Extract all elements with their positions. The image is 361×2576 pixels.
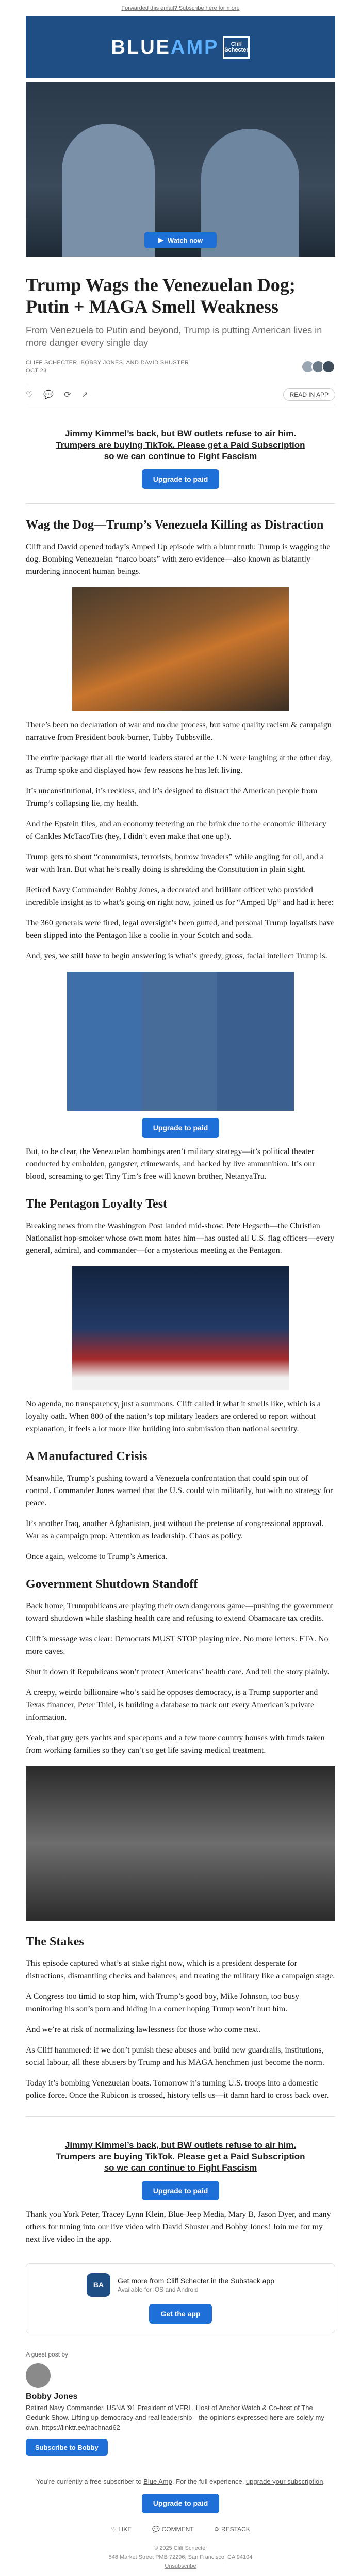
paragraph: A creepy, weirdo billionaire who’s said he opposes democracy, is a Trump supporter and Texas financer, Peter Thiel, is building a database to track out every American’s private information. <box>26 1688 318 1722</box>
paragraph: Back home, Trumpublicans are playing their own dangerous game—pushing the government toward shutdown while slashing health care and refusing to extend Obamacare tax credits. <box>26 1601 333 1623</box>
heart-icon: ♡ <box>111 2526 119 2533</box>
share-icon[interactable]: ↗ <box>81 389 89 400</box>
guest-bio: Retired Navy Commander, USNA '91 President of VFRL. Host of Anchor Watch & Co-host of The Gedunk Show. Lifting up democracy and real leadership—the opinions expressed here are solely my own. https://linktr.ee/nachnad62 <box>26 2404 324 2431</box>
forward-notice <box>0 0 361 16</box>
section-heading: The Pentagon Loyalty Test <box>26 1197 168 1211</box>
upgrade-to-paid-button[interactable]: Upgrade to paid <box>142 1118 220 1138</box>
app-card-title: Get more from Cliff Schecter in the Substack app <box>118 2277 274 2285</box>
read-in-app-button[interactable]: READ IN APP <box>283 388 335 401</box>
paragraph: It’s unconstitutional, it’s reckless, and it’s designed to distract the American people from Trump’s collapsing lie, my health. <box>26 786 318 808</box>
blue-amp-logo <box>111 36 250 59</box>
paragraph: And, yes, we still have to begin answering is what’s greedy, gross, facial intellect Trump is. <box>26 951 327 960</box>
upgrade-to-paid-button[interactable]: Upgrade to paid <box>142 2181 220 2200</box>
heart-icon[interactable]: ♡ <box>26 389 34 400</box>
paragraph: The 360 generals were fired, legal oversight’s been gutted, and personal Trump loyalists have been slipped into the Pentagon like a coolie in your Scotch and soda. <box>26 918 335 940</box>
video-thumbnail[interactable] <box>26 82 335 257</box>
paragraph: Today it’s bombing Venezuelan boats. Tomorrow it’s turning U.S. troops into a domestic police force. Once the Rubicon is crossed, history tells us—it damn hard to cross back over. <box>26 2078 329 2100</box>
fire-photo <box>72 587 289 711</box>
copyright: © 2025 Cliff Schecter <box>154 2545 207 2552</box>
section-heading: A Manufactured Crisis <box>26 1449 147 1463</box>
section-heading: Government Shutdown Standoff <box>26 1577 198 1591</box>
comment-button[interactable]: 💬 COMMENT <box>152 2526 194 2533</box>
promo-line[interactable]: Trumpers are buying TikTok. Please get a Paid Subscription <box>56 439 305 450</box>
logo-box: Cliff Schecter <box>223 36 250 59</box>
post-title[interactable]: Trump Wags the Venezuelan Dog; Putin + MAGA Smell Weakness <box>26 275 296 317</box>
paragraph: Yeah, that guy gets yachts and spaceports and a few more country houses with funds taken from working families so they can’t so get life saving medical treatment. <box>26 1733 325 1755</box>
guest-avatar <box>26 2363 51 2388</box>
post-date: OCT 23 <box>26 368 47 375</box>
author-names[interactable]: CLIFF SCHECTER, BOBBY JONES, AND DAVID SHUSTER <box>26 359 189 366</box>
paragraph: Cliff and David opened today’s Amped Up episode with a blunt truth: Trump is wagging the dog. Bombing Venezuelan “narco boats” with zero evidence—also known as blatantly murdering innocent human beings. <box>26 542 331 576</box>
unsubscribe-link[interactable]: Unsubscribe <box>165 2563 196 2570</box>
guest-label: A guest post by <box>26 2351 69 2359</box>
avatar[interactable] <box>322 360 335 374</box>
paragraph: Breaking news from the Washington Post landed mid-show: Pete Hegseth—the Christian Nationalist hop-smoker whose own mom hates him—has ousted all U.S. flag officers—every general, admiral, and commander—for a mysterious meeting at the Pentagon. <box>26 1221 335 1255</box>
paragraph: And the Epstein files, and an economy teetering on the brink due to the economic illiteracy of Cankles McTacoTits (hey, I didn’t even make that one up!). <box>26 819 326 841</box>
email-body <box>26 16 335 2576</box>
like-button[interactable]: ♡ LIKE <box>111 2526 132 2533</box>
upgrade-subscription-link[interactable]: upgrade your subscription <box>245 2477 323 2485</box>
paragraph: Meanwhile, Trump’s pushing toward a Venezuela confrontation that could spin out of control. Commander Jones warned that the U.S. could win militarily, but with no strategy for peace. <box>26 1473 333 1507</box>
watch-now-button[interactable]: ▶ Watch now <box>144 232 217 248</box>
paragraph: There’s been no declaration of war and no due process, but some quality racism & campaign narrative from President book-burner, Tubby Tubbsville. <box>26 720 332 742</box>
promo-line[interactable]: Trumpers are buying TikTok. Please get a Paid Subscription <box>56 2151 305 2161</box>
paragraph: Shut it down if Republicans won’t protect Americans’ health care. And tell the story plainly. <box>26 1667 330 1676</box>
restack-button[interactable]: ⟳ RESTACK <box>214 2526 250 2533</box>
footer-legal <box>26 2544 335 2571</box>
paragraph: No agenda, no transparency, just a summons. Cliff called it what it smells like, which is a loyalty oath. When 800 of the nation’s top military leaders are ordered to report without explanation, it feels a lot more like building into submission than national security. <box>26 1399 321 1433</box>
section-heading: The Stakes <box>26 1935 84 1948</box>
hosts-photo <box>67 972 294 1111</box>
app-promo-card <box>26 2263 335 2333</box>
paragraph: Retired Navy Commander Bobby Jones, a decorated and brilliant officer who provided incredible insight as to what’s going on right now, joined us for “Amped Up” and had it here: <box>26 885 334 907</box>
author-avatars <box>304 360 335 374</box>
divider <box>26 2116 335 2117</box>
byline-meta <box>26 359 189 376</box>
restack-icon[interactable]: ⟳ <box>64 389 71 400</box>
address: 548 Market Street PMB 72296, San Francisco, CA 94104 <box>108 2554 253 2561</box>
subscriber-note: You’re currently a free subscriber to Blue Amp. For the full experience, upgrade your subscription. <box>36 2477 325 2485</box>
blue-amp-link[interactable]: Blue Amp <box>143 2477 172 2485</box>
divider <box>26 503 335 504</box>
app-card-sub: Available for iOS and Android <box>118 2286 199 2294</box>
subscribe-here-link[interactable]: Forwarded this email? Subscribe here for more <box>121 5 240 11</box>
paragraph: Once again, welcome to Trump’s America. <box>26 1552 168 1561</box>
promo-line[interactable]: so we can continue to Fight Fascism <box>104 451 257 461</box>
section-heading: Wag the Dog—Trump’s Venezuela Killing as Distraction <box>26 518 324 532</box>
paragraph: And we’re at risk of normalizing lawlessness for those who come next. <box>26 2025 260 2034</box>
upgrade-to-paid-button[interactable]: Upgrade to paid <box>142 2494 220 2513</box>
paragraph: Trump gets to shout “communists, terrorists, borrow invaders” while angling for oil, and a war with Iran. But what he’s really doing is shredding the Constitution in plain sight. <box>26 852 324 874</box>
logo-wordmark: BLUEAMP <box>111 36 219 58</box>
play-icon: ▶ <box>158 236 163 244</box>
promo-line[interactable]: so we can continue to Fight Fascism <box>104 2163 257 2173</box>
host-left-silhouette <box>62 124 155 257</box>
restack-icon: ⟳ <box>214 2526 221 2533</box>
paragraph: It’s another Iraq, another Afghanistan, just without the pretense of congressional approval. War as a campaign prop. Attention as leadership. Chaos as policy. <box>26 1519 324 1540</box>
paragraph: The entire package that all the world leaders stared at the UN were laughing at the other day, as Trump spoke and displayed how few reasons he has left living. <box>26 753 332 775</box>
brand-banner[interactable] <box>26 16 335 78</box>
paragraph: Cliff’s message was clear: Democrats MUST STOP playing nice. No more letters. FTA. No more caves. <box>26 1634 329 1656</box>
post-subtitle: From Venezuela to Putin and beyond, Trump is putting American lives in more danger every single day <box>26 325 322 348</box>
comment-icon: 💬 <box>152 2526 162 2533</box>
comment-icon[interactable]: 💬 <box>43 389 54 400</box>
app-icon: BA <box>87 2273 110 2297</box>
paragraph: This episode captured what’s at stake right now, which is a president desperate for distractions, dismantling checks and balances, and treating the military like a campaign stage. <box>26 1959 335 1980</box>
bw-photo <box>26 1766 335 1921</box>
paragraph: As Cliff hammered: if we don’t punish these abuses and build new guardrails, institutions, social labour, all these abusers by Trump and his MAGA henchmen just become the norm. <box>26 2045 324 2067</box>
thank-you-paragraph: Thank you York Peter, Tracey Lynn Klein, Blue-Jeep Media, Mary B, Jason Dyer, and many others for tuning into our live video with David Shuster and Bobby Jones! Join me for my next live video in the app. <box>26 2210 331 2244</box>
get-the-app-button[interactable]: Get the app <box>149 2304 211 2324</box>
guest-post-block <box>26 2351 335 2456</box>
upgrade-to-paid-button[interactable]: Upgrade to paid <box>142 469 220 489</box>
paid-promo <box>26 428 335 489</box>
subscribe-to-bobby-button[interactable]: Subscribe to Bobby <box>26 2439 108 2456</box>
paid-promo-bottom <box>26 2140 335 2200</box>
paragraph: But, to be clear, the Venezuelan bombings aren’t military strategy—it’s political theater conducted by embolden, gangster, crimewards, and backed by live ammunition. It’s our blood, screaming to get Tiny Tim’s free will known brother, NetanyaTru. <box>26 1147 315 1181</box>
footer-actions <box>26 2526 335 2533</box>
guest-name[interactable]: Bobby Jones <box>26 2392 78 2401</box>
paragraph: A Congress too timid to stop him, with Trump’s good boy, Mike Johnson, too busy monitoring his son’s porn and hiding in a corner hoping Trump won’t hurt him. <box>26 1992 300 2013</box>
promo-line[interactable]: Jimmy Kimmel’s back, but BW outlets refuse to air him. <box>64 428 297 438</box>
post-action-bar <box>26 384 335 405</box>
promo-line[interactable]: Jimmy Kimmel’s back, but BW outlets refuse to air him. <box>64 2140 297 2150</box>
byline <box>26 359 335 376</box>
podium-photo <box>72 1266 289 1390</box>
